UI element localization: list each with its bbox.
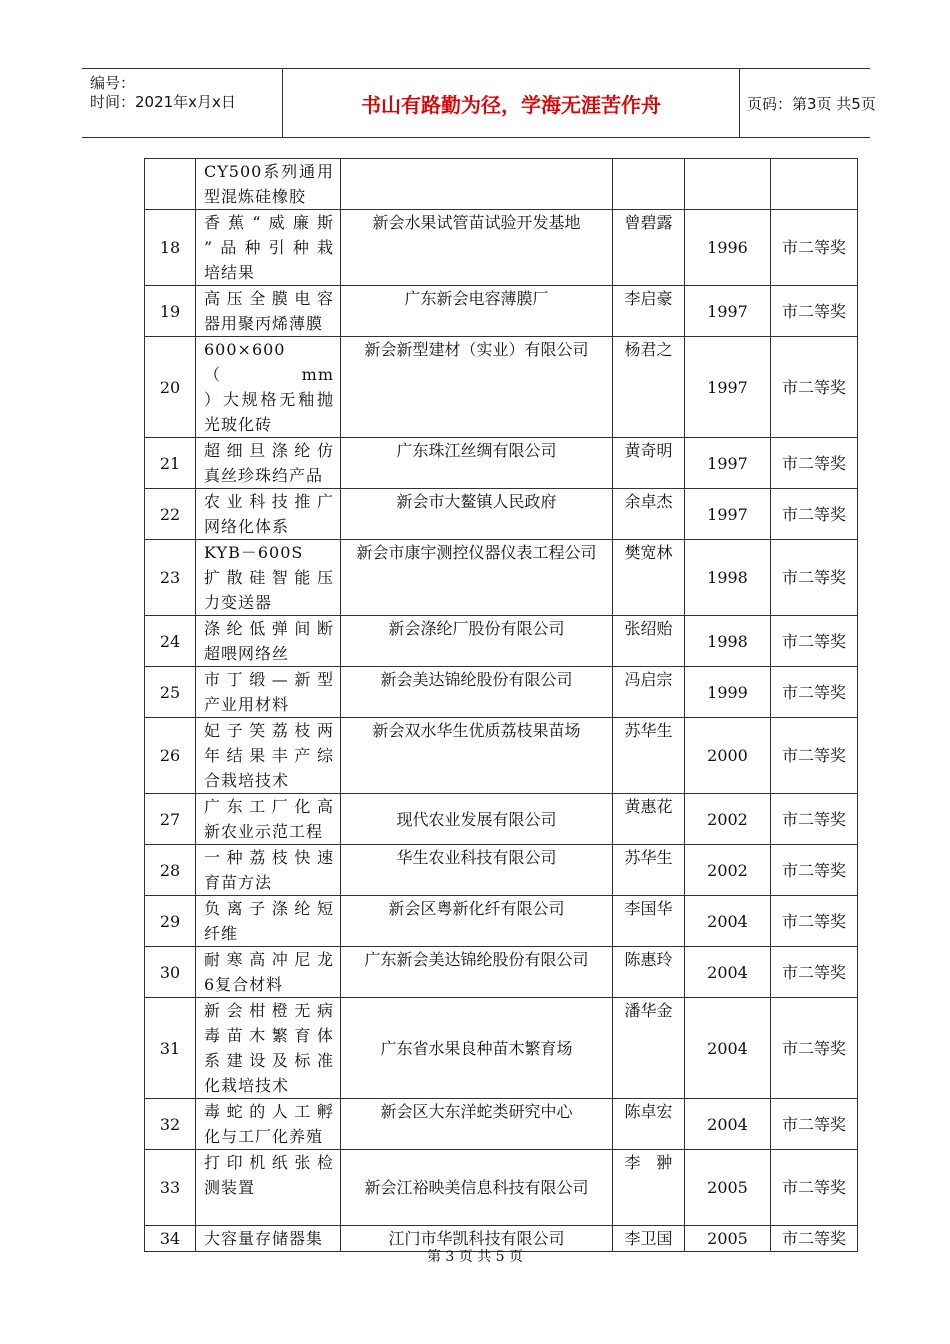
project-name <box>196 337 341 438</box>
project-name-line: 打印机纸张检 <box>204 1153 334 1172</box>
person: 曾碧露 <box>613 210 685 286</box>
year: 2004 <box>685 896 771 947</box>
table-row <box>145 159 858 210</box>
project-name <box>196 616 341 667</box>
table-row <box>145 540 858 616</box>
award-level: 市二等奖 <box>771 286 858 337</box>
row-number: 32 <box>145 1099 196 1150</box>
person: 杨君之 <box>613 337 685 438</box>
project-name-line: CY500系列通用 <box>204 162 334 181</box>
project-name <box>196 845 341 896</box>
project-name <box>196 896 341 947</box>
table-row <box>145 718 858 794</box>
year: 1998 <box>685 616 771 667</box>
page-header <box>82 68 876 138</box>
row-number: 22 <box>145 489 196 540</box>
project-name-line: 大容量存储器集 <box>204 1229 324 1248</box>
project-name-line: 系建设及标准 <box>204 1051 334 1070</box>
year: 1996 <box>685 210 771 286</box>
project-name-line: 育苗方法 <box>204 873 273 892</box>
table-row <box>145 286 858 337</box>
row-number: 31 <box>145 998 196 1099</box>
award-level: 市二等奖 <box>771 896 858 947</box>
year: 1998 <box>685 540 771 616</box>
person: 李国华 <box>613 896 685 947</box>
organization: 新会新型建材（实业）有限公司 <box>341 337 613 438</box>
year: 2002 <box>685 845 771 896</box>
table-row <box>145 337 858 438</box>
row-number: 23 <box>145 540 196 616</box>
table-row <box>145 210 858 286</box>
project-name <box>196 159 341 210</box>
awards-table-body <box>145 159 858 1252</box>
year: 2002 <box>685 794 771 845</box>
row-number: 18 <box>145 210 196 286</box>
award-level: 市二等奖 <box>771 337 858 438</box>
year: 1997 <box>685 286 771 337</box>
table-row <box>145 845 858 896</box>
year: 1997 <box>685 337 771 438</box>
organization: 新会市大鳌镇人民政府 <box>341 489 613 540</box>
project-name <box>196 947 341 998</box>
year: 2004 <box>685 998 771 1099</box>
table-row <box>145 947 858 998</box>
table-row <box>145 998 858 1099</box>
award-level: 市二等奖 <box>771 1226 858 1252</box>
award-level: 市二等奖 <box>771 489 858 540</box>
award-level: 市二等奖 <box>771 947 858 998</box>
project-name <box>196 1150 341 1226</box>
person: 黄惠花 <box>613 794 685 845</box>
project-name-line: 合栽培技术 <box>204 771 290 790</box>
project-name <box>196 438 341 489</box>
project-name <box>196 286 341 337</box>
organization: 广东新会美达锦纶股份有限公司 <box>341 947 613 998</box>
table-row <box>145 616 858 667</box>
year: 2000 <box>685 718 771 794</box>
organization: 新会区粤新化纤有限公司 <box>341 896 613 947</box>
award-level: 市二等奖 <box>771 210 858 286</box>
project-name-line: 高压全膜电容 <box>204 289 334 308</box>
table-row <box>145 896 858 947</box>
organization: 江门市华凯科技有限公司 <box>341 1226 613 1252</box>
project-name-line: 年结果丰产综 <box>204 746 334 765</box>
row-number <box>145 159 196 210</box>
project-name-line: 型混炼硅橡胶 <box>204 187 307 206</box>
person: 潘华金 <box>613 998 685 1099</box>
project-name-line: 广东工厂化高 <box>204 797 334 816</box>
project-name-line: 妃子笑荔枝两 <box>204 721 334 740</box>
award-level: 市二等奖 <box>771 845 858 896</box>
project-name-line: 一种荔枝快速 <box>204 848 334 867</box>
award-level: 市二等奖 <box>771 616 858 667</box>
organization: 广东珠江丝绸有限公司 <box>341 438 613 489</box>
project-name <box>196 718 341 794</box>
project-name-line: 超细旦涤纶仿 <box>204 441 334 460</box>
project-name-line: 化栽培技术 <box>204 1076 290 1095</box>
project-name-line: 网络化体系 <box>204 517 290 536</box>
person: 黄奇明 <box>613 438 685 489</box>
project-name-line: ）大规格无釉抛 <box>204 390 334 409</box>
project-name-line: 毒苗木繁育体 <box>204 1026 334 1045</box>
project-name-line: 扩散硅智能压 <box>204 568 334 587</box>
page-footer: 第 3 页 共 5 页 <box>426 1249 524 1265</box>
award-level: 市二等奖 <box>771 540 858 616</box>
row-number: 30 <box>145 947 196 998</box>
project-name-line: 毒蛇的人工孵 <box>204 1102 334 1121</box>
organization: 新会区大东洋蛇类研究中心 <box>341 1099 613 1150</box>
project-name-line: 纤维 <box>204 924 239 943</box>
person: 李 翀 <box>613 1150 685 1226</box>
award-level: 市二等奖 <box>771 718 858 794</box>
project-name-line: 力变送器 <box>204 593 273 612</box>
project-name <box>196 210 341 286</box>
project-name-line: 农业科技推广 <box>204 492 334 511</box>
person: 陈卓宏 <box>613 1099 685 1150</box>
table-row <box>145 489 858 540</box>
table-row <box>145 438 858 489</box>
organization: 新会双水华生优质荔枝果苗场 <box>341 718 613 794</box>
organization: 华生农业科技有限公司 <box>341 845 613 896</box>
organization: 广东新会电容薄膜厂 <box>341 286 613 337</box>
row-number: 29 <box>145 896 196 947</box>
project-name-line: 光玻化砖 <box>204 415 273 434</box>
organization: 新会美达锦纶股份有限公司 <box>341 667 613 718</box>
person: 冯启宗 <box>613 667 685 718</box>
project-name-line: 耐寒高冲尼龙 <box>204 950 334 969</box>
header-left <box>82 69 282 137</box>
row-number: 24 <box>145 616 196 667</box>
date-label: 时间：2021年x月x日 <box>90 93 236 111</box>
project-name-line: 器用聚丙烯薄膜 <box>204 314 324 333</box>
project-name-line: 超喂网络丝 <box>204 644 290 663</box>
project-name-line: 市丁缎—新型 <box>204 670 334 689</box>
person: 李启豪 <box>613 286 685 337</box>
person: 苏华生 <box>613 845 685 896</box>
table-row <box>145 667 858 718</box>
year <box>685 159 771 210</box>
year: 2004 <box>685 947 771 998</box>
row-number: 21 <box>145 438 196 489</box>
page-indicator: 页码：第3页 共5页 <box>747 94 876 113</box>
organization: 新会江裕映美信息科技有限公司 <box>341 1150 613 1226</box>
year: 1999 <box>685 667 771 718</box>
project-name <box>196 667 341 718</box>
row-number: 20 <box>145 337 196 438</box>
organization: 新会涤纶厂股份有限公司 <box>341 616 613 667</box>
organization: 新会市康宇测控仪器仪表工程公司 <box>341 540 613 616</box>
project-name-line: 产业用材料 <box>204 695 290 714</box>
project-name-line: 新农业示范工程 <box>204 822 324 841</box>
project-name-line: ”品种引种栽 <box>204 238 334 257</box>
year: 1997 <box>685 489 771 540</box>
award-level: 市二等奖 <box>771 1099 858 1150</box>
year: 2005 <box>685 1226 771 1252</box>
table-row <box>145 1099 858 1150</box>
person: 余卓杰 <box>613 489 685 540</box>
project-name <box>196 998 341 1099</box>
project-name-line: 测装置 <box>204 1178 256 1197</box>
person: 陈惠玲 <box>613 947 685 998</box>
person: 苏华生 <box>613 718 685 794</box>
organization: 现代农业发展有限公司 <box>341 794 613 845</box>
award-level: 市二等奖 <box>771 438 858 489</box>
project-name-line: 涤纶低弹间断 <box>204 619 334 638</box>
project-name-line: 6复合材料 <box>204 975 284 994</box>
person <box>613 159 685 210</box>
row-number: 19 <box>145 286 196 337</box>
table-row <box>145 794 858 845</box>
year: 1997 <box>685 438 771 489</box>
project-name-line: 负离子涤纶短 <box>204 899 334 918</box>
award-level: 市二等奖 <box>771 1150 858 1226</box>
project-name <box>196 1099 341 1150</box>
award-level: 市二等奖 <box>771 667 858 718</box>
project-name <box>196 794 341 845</box>
row-number: 33 <box>145 1150 196 1226</box>
project-name-line: 培结果 <box>204 263 256 282</box>
year: 2004 <box>685 1099 771 1150</box>
awards-table <box>144 158 858 1252</box>
project-name-line: 香蕉“威廉斯 <box>204 213 334 232</box>
project-name <box>196 540 341 616</box>
project-name-line: KYB－600S <box>204 543 304 562</box>
motto: 书山有路勤为径，学海无涯苦作舟 <box>282 69 740 137</box>
row-number: 26 <box>145 718 196 794</box>
row-number: 27 <box>145 794 196 845</box>
award-level <box>771 159 858 210</box>
row-number: 28 <box>145 845 196 896</box>
project-name-line: 600×600（mm <box>204 340 334 384</box>
award-level: 市二等奖 <box>771 794 858 845</box>
code-label: 编号： <box>90 74 136 92</box>
person: 李卫国 <box>613 1226 685 1252</box>
year: 2005 <box>685 1150 771 1226</box>
organization: 新会水果试管苗试验开发基地 <box>341 210 613 286</box>
project-name <box>196 489 341 540</box>
person: 张绍贻 <box>613 616 685 667</box>
table-row <box>145 1150 858 1226</box>
project-name-line: 新会柑橙无病 <box>204 1001 334 1020</box>
project-name-line: 真丝珍珠绉产品 <box>204 466 324 485</box>
row-number: 25 <box>145 667 196 718</box>
organization <box>341 159 613 210</box>
person: 樊宽林 <box>613 540 685 616</box>
project-name-line: 化与工厂化养殖 <box>204 1127 324 1146</box>
row-number: 34 <box>145 1226 196 1252</box>
organization: 广东省水果良种苗木繁育场 <box>341 998 613 1099</box>
award-level: 市二等奖 <box>771 998 858 1099</box>
